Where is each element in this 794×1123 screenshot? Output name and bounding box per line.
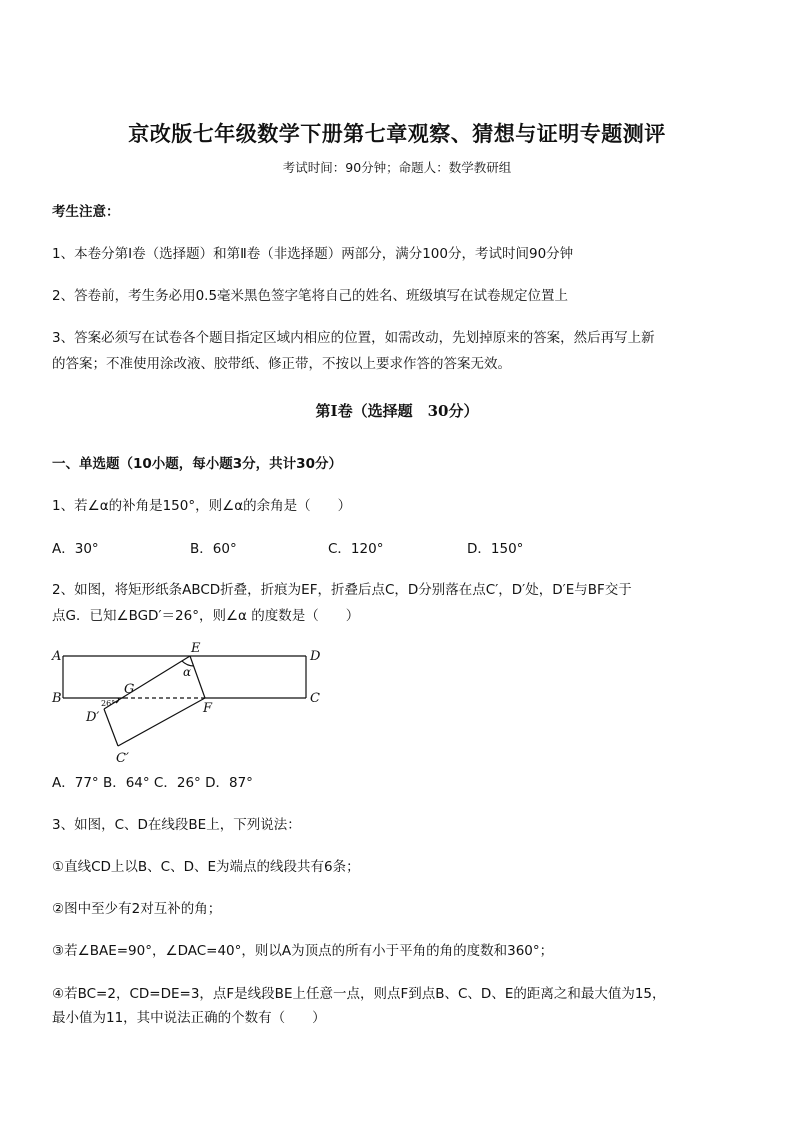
question-2-line2: 点G．已知∠BGD′＝26°，则∠α 的度数是（ ）	[52, 608, 360, 624]
question-2-line1: 2、如图，将矩形纸条ABCD折叠，折痕为EF，折叠后点C，D分别落在点C′，D′处，D′E与BF交于	[52, 582, 632, 598]
label-b: B	[52, 691, 62, 706]
fold-line-ef	[190, 656, 205, 698]
q3-statement-2: ②图中至少有2对互补的角；	[52, 901, 222, 917]
q3-statement-1: ①直线CD上以B、C、D、E为端点的线段共有6条；	[52, 859, 360, 875]
q3-statement-4: ④若BC=2，CD=DE=3，点F是线段BE上任意一点，则点F到点B、C、D、E的距离之和最大值为15，	[52, 986, 666, 1002]
q1-option-a: A．30°	[52, 541, 99, 557]
edge-cpf	[118, 698, 205, 746]
label-angle-26: 26°	[101, 699, 116, 708]
section-title: 第Ⅰ卷（选择题 30分）	[315, 402, 479, 420]
q1-option-b: B．60°	[190, 541, 237, 557]
q1-option-c: C．120°	[328, 541, 384, 557]
page-title: 京改版七年级数学下册第七章观察、猜想与证明专题测评	[128, 121, 666, 146]
notice-item-3: 3、答案必须写在试卷各个题目指定区域内相应的位置，如需改动，先划掉原来的答案，然后再写上新	[52, 330, 655, 346]
label-e: E	[191, 641, 201, 656]
edge-dpe	[104, 656, 190, 709]
part-heading: 一、单选题（10小题，每小题3分，共计30分）	[52, 456, 342, 472]
edge-dpcp	[104, 709, 118, 746]
label-a: A	[52, 649, 62, 664]
label-c: C	[310, 691, 320, 706]
folded-rectangle-figure	[50, 638, 340, 768]
exam-info: 考试时间：90分钟；命题人：数学教研组	[282, 160, 512, 175]
notice-item-1: 1、本卷分第Ⅰ卷（选择题）和第Ⅱ卷（非选择题）两部分，满分100分，考试时间90分钟	[52, 246, 574, 262]
q2-options: A．77° B．64° C．26° D．87°	[52, 775, 253, 791]
label-g: G	[124, 682, 135, 697]
q1-option-d: D．150°	[467, 541, 524, 557]
notice-item-3-cont: 的答案；不准使用涂改液、胶带纸、修正带，不按以上要求作答的答案无效。	[52, 356, 511, 372]
label-alpha: α	[183, 665, 192, 679]
q3-statement-4-cont: 最小值为11，其中说法正确的个数有（ ）	[52, 1010, 326, 1026]
label-c-prime: C′	[116, 751, 129, 766]
notice-heading: 考生注意：	[52, 204, 120, 220]
notice-item-2: 2、答卷前，考生务必用0.5毫米黑色签字笔将自己的姓名、班级填写在试卷规定位置上	[52, 288, 569, 304]
question-3-intro: 3、如图，C、D在线段BE上，下列说法：	[52, 817, 301, 833]
question-1: 1、若∠α的补角是150°，则∠α的余角是（ ）	[52, 498, 352, 514]
q3-statement-3: ③若∠BAE=90°，∠DAC=40°，则以A为顶点的所有小于平角的角的度数和360°；	[52, 943, 554, 959]
label-d-prime: D′	[86, 710, 100, 725]
label-d: D	[310, 649, 321, 664]
label-f: F	[203, 701, 213, 716]
